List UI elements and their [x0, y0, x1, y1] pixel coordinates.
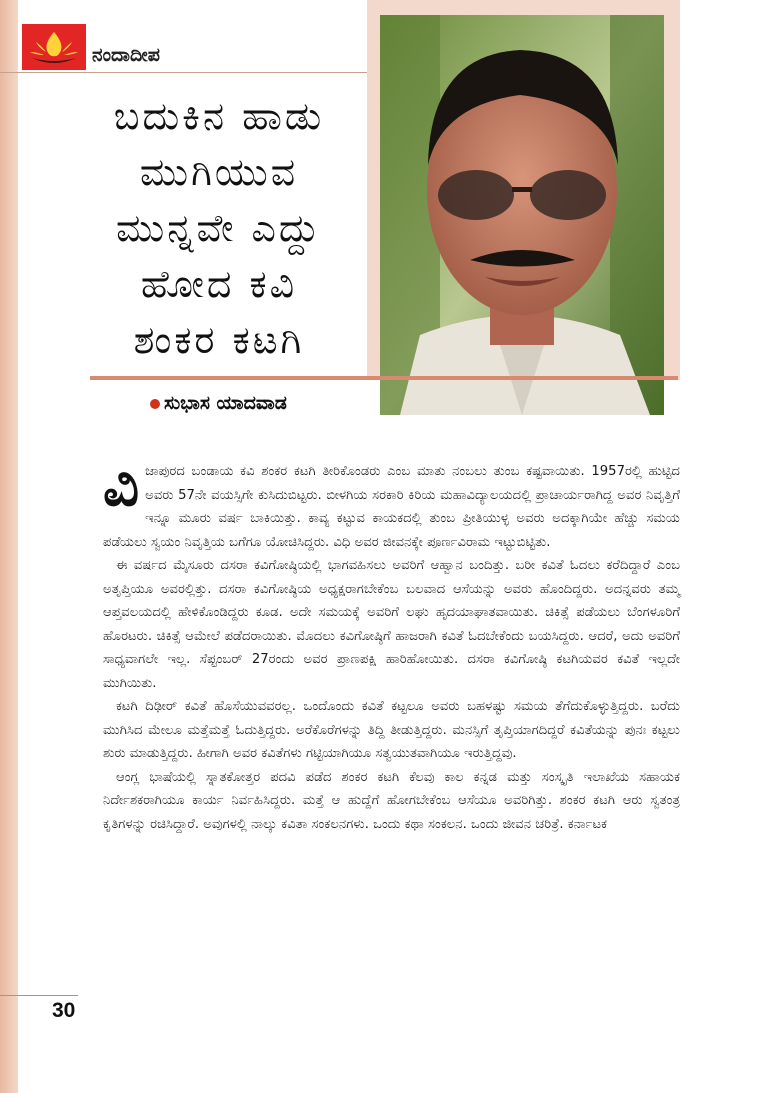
footer-divider	[0, 995, 78, 996]
header-divider	[0, 72, 367, 73]
article-paragraph: ಈ ವರ್ಷದ ಮೈಸೂರು ದಸರಾ ಕವಿಗೋಷ್ಠಿಯಲ್ಲಿ ಭಾಗವಹಿಸಲು ಅವರಿಗೆ ಆಹ್ವಾನ ಬಂದಿತ್ತು. ಬರೀ ಕವಿತೆ ಓದಲು ಕರೆದಿದ್ದಾರೆ ಎಂಬ ಅತೃಪ್ತಿಯೂ ಅವರಲ್ಲಿತ್ತು. ದಸರಾ ಕವಿಗೋಷ್ಠಿಯ ಅಧ್ಯಕ್ಷರಾಗಬೇಕೆಂಬ ಬಲವಾದ ಆಸೆಯನ್ನು ಅವರು ಹೊಂದಿದ್ದರು. ಅದನ್ನವರು ತಮ್ಮ ಆಪ್ತವಲಯದಲ್ಲಿ ಹೇಳಿಕೊಂಡಿದ್ದರು ಕೂಡ. ಅದೇ ಸಮಯಕ್ಕೆ ಅವರಿಗೆ ಲಘು ಹೃದಯಾಘಾತವಾಯಿತು. ಚಿಕಿತ್ಸೆ ಪಡೆಯಲು ಬೆಂಗಳೂರಿಗೆ ಹೊರಟರು. ಚಿಕಿತ್ಸೆ ಆಮೇಲೆ ಪಡೆದರಾಯಿತು. ಮೊದಲು ಕವಿಗೋಷ್ಠಿಗೆ ಹಾಜರಾಗಿ ಕವಿತೆ ಓದಬೇಕೆಂದು ಬಯಸಿದ್ದರು. ಆದರೆ, ಅದು ಅವರಿಗೆ ಸಾಧ್ಯವಾಗಲೇ ಇಲ್ಲ. ಸೆಪ್ಟಂಬರ್ 27ರಂದು ಅವರ ಪ್ರಾಣಪಕ್ಷಿ ಹಾರಿಹೋಯಿತು. ದಸರಾ ಕವಿಗೋಷ್ಠಿ ಕಟಗಿಯವರ ಕವಿತೆ ಇಲ್ಲದೇ ಮುಗಿಯಿತು.	[103, 558, 680, 691]
bullet-icon	[150, 399, 160, 409]
article-paragraph: ಕಟಗಿ ದಿಢೀರ್ ಕವಿತೆ ಹೊಸೆಯುವವರಲ್ಲ. ಒಂದೊಂದು ಕವಿತೆ ಕಟ್ಟಲೂ ಅವರು ಬಹಳಷ್ಟು ಸಮಯ ತೆಗೆದುಕೊಳ್ಳುತ್ತಿದ್ದರು. ಬರೆದು ಮುಗಿಸಿದ ಮೇಲೂ ಮತ್ತೆಮತ್ತೆ ಓದುತ್ತಿದ್ದರು. ಅರೆಕೊರೆಗಳನ್ನು ತಿದ್ದಿ ತೀಡುತ್ತಿದ್ದರು. ಮನಸ್ಸಿಗೆ ತೃಪ್ತಿಯಾಗದಿದ್ದರೆ ಕವಿತೆಯನ್ನು ಪುನಃ ಕಟ್ಟಲು ಶುರು ಮಾಡುತ್ತಿದ್ದರು. ಹೀಗಾಗಿ ಅವರ ಕವಿತೆಗಳು ಗಟ್ಟಿಯಾಗಿಯೂ ಸತ್ವಯುತವಾಗಿಯೂ ಇರುತ್ತಿದ್ದವು.	[103, 699, 680, 761]
article-body	[103, 454, 680, 836]
drop-cap: ವಿ	[103, 454, 140, 519]
magazine-name: ನಂದಾದೀಪ	[92, 44, 160, 66]
article-paragraph: ಆಂಗ್ಲ ಭಾಷೆಯಲ್ಲಿ ಸ್ನಾತಕೋತ್ತರ ಪದವಿ ಪಡೆದ ಶಂಕರ ಕಟಗಿ ಕೆಲವು ಕಾಲ ಕನ್ನಡ ಮತ್ತು ಸಂಸ್ಕೃತಿ ಇಲಾಖೆಯ ಸಹಾಯಕ ನಿರ್ದೇಶಕರಾಗಿಯೂ ಕಾರ್ಯ ನಿರ್ವಹಿಸಿದ್ದರು. ಮತ್ತೆ ಆ ಹುದ್ದೆಗೆ ಹೋಗಬೇಕೆಂಬ ಆಸೆಯೂ ಅವರಿಗಿತ್ತು. ಶಂಕರ ಕಟಗಿ ಆರು ಸ್ವತಂತ್ರ ಕೃತಿಗಳನ್ನು ರಚಿಸಿದ್ದಾರೆ. ಅವುಗಳಲ್ಲಿ ನಾಲ್ಕು ಕವಿತಾ ಸಂಕಲನಗಳು. ಒಂದು ಕಥಾ ಸಂಕಲನ. ಒಂದು ಜೀವನ ಚರಿತ್ರೆ. ಕರ್ನಾಟಕ	[103, 769, 680, 832]
page-number: 30	[52, 999, 76, 1022]
page-edge-band	[0, 0, 18, 1093]
author-name: ಸುಭಾಸ ಯಾದವಾಡ	[164, 392, 287, 414]
title-divider	[90, 376, 678, 380]
author-byline	[150, 392, 287, 414]
article-paragraph: ವಿಜಾಪುರದ ಬಂಡಾಯ ಕವಿ ಶಂಕರ ಕಟಗಿ ತೀರಿಕೊಂಡರು ಎಂಬ ಮಾತು ನಂಬಲು ತುಂಬ ಕಷ್ಟವಾಯಿತು. 1957ರಲ್ಲಿ ಹುಟ್ಟಿದ ಅವರು 57ನೇ ವಯಸ್ಸಿಗೇ ಕುಸಿದುಬಿಟ್ಟರು. ಬೀಳಗಿಯ ಸರಕಾರಿ ಕಿರಿಯ ಮಹಾವಿದ್ಯಾಲಯದಲ್ಲಿ ಪ್ರಾಚಾರ್ಯರಾಗಿದ್ದ ಅವರ ನಿವೃತ್ತಿಗೆ ಇನ್ನೂ ಮೂರು ವರ್ಷ ಬಾಕಿಯಿತ್ತು. ಕಾವ್ಯ ಕಟ್ಟುವ ಕಾಯಕದಲ್ಲಿ ತುಂಬ ಪ್ರೀತಿಯುಳ್ಳ ಅವರು ಅದಕ್ಕಾಗಿಯೇ ಹೆಚ್ಚು ಸಮಯ ಪಡೆಯಲು ಸ್ವಯಂ ನಿವೃತ್ತಿಯ ಬಗೆಗೂ ಯೋಚಿಸಿದ್ದರು. ವಿಧಿ ಅವರ ಜೀವನಕ್ಕೇ ಪೂರ್ಣವಿರಾಮ ಇಟ್ಟುಬಿಟ್ಟಿತು.	[103, 454, 680, 550]
article-title: ಬದುಕಿನ ಹಾಡು ಮುಗಿಯುವ ಮುನ್ನವೇ ಎದ್ದು ಹೋದ ಕವಿ ಶಂಕರ ಕಟಗಿ	[113, 94, 325, 362]
author-photo	[380, 15, 664, 415]
oil-lamp-flame-icon	[22, 24, 86, 70]
